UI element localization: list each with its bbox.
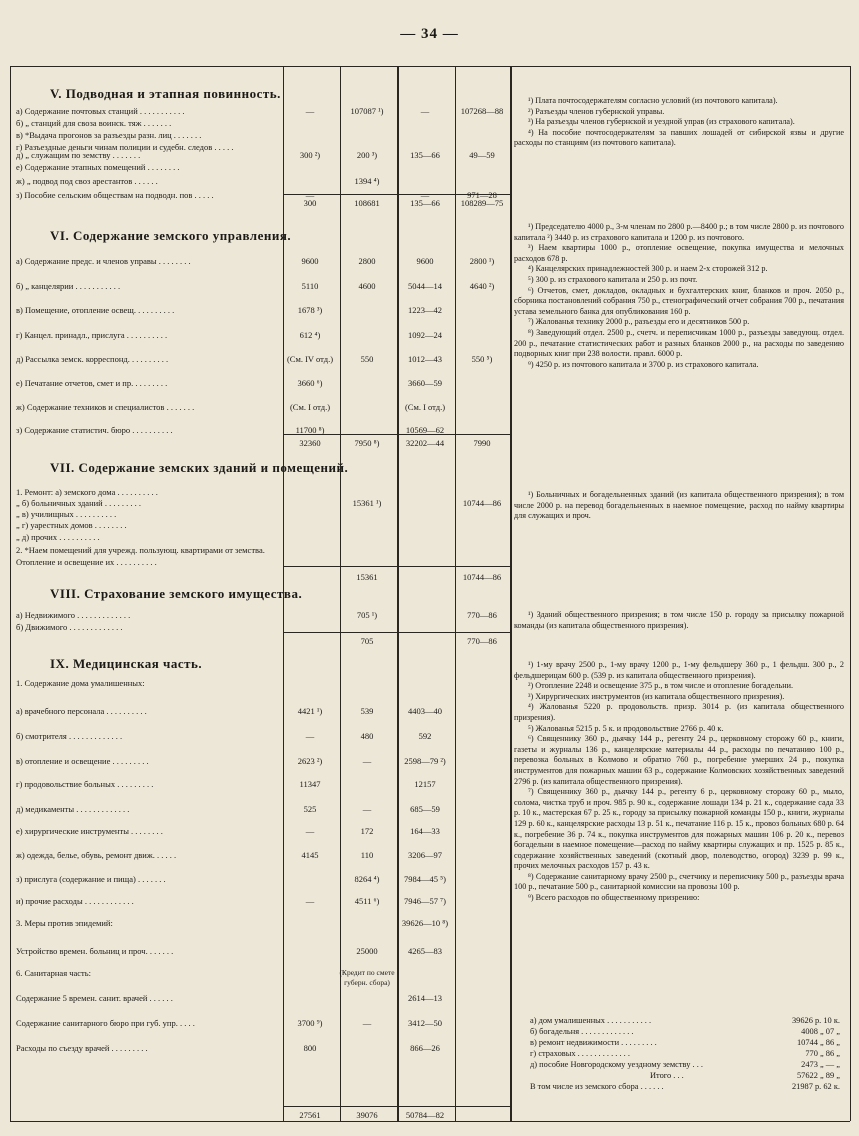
table-cell: 4145 — [301, 850, 319, 860]
summary-label: д) пособие Новгородскому уездному земству . . . — [530, 1060, 703, 1069]
table-row-label: г) продовольствие больных . . . . . . . . . — [16, 779, 154, 789]
table-cell: 7946—57 ⁷) — [404, 896, 446, 906]
subtotal-rule — [283, 632, 510, 633]
footnote: ⁵) Жалованья 5215 р. 5 к. и продовольствие 2766 р. 40 к. — [528, 723, 724, 733]
footnote: ²) Отопление 2248 и освещение 375 р., в том числе и отопление богадельни. — [528, 681, 794, 691]
table-cell: 5044—14 — [408, 281, 442, 291]
footnote: ²) Разъезды членов губернской управы. — [528, 106, 665, 116]
column-rule — [397, 66, 399, 1121]
table-cell: 10569—62 — [405, 425, 445, 435]
table-cell: 4640 ²) — [469, 281, 495, 291]
summary-value: 39626 р. 10 к. — [791, 1016, 840, 1025]
table-cell: (См. I отд.) — [289, 402, 331, 412]
table-border-right — [850, 66, 851, 1121]
table-cell: 2614—13 — [408, 993, 442, 1003]
table-cell: 971—28 — [467, 190, 497, 200]
column-rule — [455, 66, 456, 1121]
section-total: 39076 — [356, 1110, 378, 1120]
footnote: ⁵) 300 р. из страхового капитала и 250 р. из почт. — [528, 274, 698, 284]
table-cell: 4421 ¹) — [297, 706, 323, 716]
subtotal-rule — [283, 434, 510, 435]
table-cell: 539 — [360, 706, 374, 716]
table-cell: (Кредит по смете губерн. сбора) — [339, 968, 395, 987]
table-cell: — — [305, 896, 315, 906]
table-cell: 866—26 — [410, 1043, 440, 1053]
table-cell: — — [420, 190, 430, 200]
table-cell: 3206—97 — [408, 850, 442, 860]
table-cell: 39626—10 ⁸) — [401, 918, 449, 928]
table-cell: 1012—43 — [408, 354, 442, 364]
table-row-label: „ г) уарестных домов . . . . . . . . — [16, 520, 127, 530]
table-cell: 3700 ⁹) — [297, 1018, 323, 1028]
table-row-label: е) Печатание отчетов, смет и пр. . . . . . . . . — [16, 378, 168, 388]
footnotes — [514, 660, 844, 904]
section-title: V. Подводная и этапная повинность. — [50, 86, 281, 101]
section-total: 32360 — [299, 438, 321, 448]
table-border-left — [10, 66, 11, 1121]
table-row-label: з) Пособие сельским обществам на подводн. пов . . . . . — [16, 190, 214, 200]
footnote: ⁸) Заведующий отдел. 2500 р., счетч. и переписчикам 1000 р., разъезды заведующ. отдел. 200 р., печатание статистических работ и разных бланков 2000 р., на расходы по заведению подворных книг при 238 волости. правл. 6000 р. — [514, 327, 844, 359]
footnote: ⁸) Содержание санитарному врачу 2500 р., счетчику и переписчику 500 р., разъезды врача 100 р., печатание 500 р., санитарной комиссии на провозы 100 р. — [514, 871, 844, 892]
table-cell: 3412—50 — [408, 1018, 442, 1028]
section-total: 108289—75 — [460, 198, 504, 208]
table-row-label: 3. Меры против эпидемий: — [16, 918, 113, 928]
table-cell: 200 ³) — [356, 150, 378, 160]
summary-value: 2473 „ — „ — [801, 1060, 840, 1069]
summary-label: г) страховых . . . . . . . . . . . . . — [530, 1049, 630, 1058]
table-cell: 110 — [360, 850, 374, 860]
table-cell: 685—59 — [410, 804, 440, 814]
table-cell: 2800 ¹) — [469, 256, 495, 266]
table-cell: 9600 — [416, 256, 434, 266]
table-cell: 11700 ⁸) — [295, 425, 325, 435]
footnote: ³) Наем квартиры 1000 р., отопление освещение, покупка имущества и мелочных расходов 678 р. — [514, 243, 844, 263]
table-cell: 592 — [418, 731, 432, 741]
table-row-label: 1. Ремонт: а) земского дома . . . . . . . . . . — [16, 487, 158, 497]
table-row-label: е) хирургические инструменты . . . . . . . . — [16, 826, 163, 836]
section-total: 7950 ⁸) — [354, 438, 380, 448]
table-cell: 8264 ⁴) — [354, 874, 380, 884]
table-cell: — — [362, 756, 372, 766]
table-cell: — — [305, 826, 315, 836]
table-cell: 164—33 — [410, 826, 440, 836]
section-total: 705 — [360, 636, 374, 646]
table-row-label: а) Содержание предс. и членов управы . . . . . . . . — [16, 256, 191, 266]
footnote: ⁶) Отчетов, смет, докладов, окладных и бухгалтерских книг, бланков и проч. 2050 р., сборника постановлений собрания 750 р., стенографический отчет собрания 700 р., печатания устава земельного банка для опубликования 160 р. — [514, 285, 844, 316]
table-cell: 3660—59 — [408, 378, 442, 388]
table-cell: 1223—42 — [408, 305, 442, 315]
table-cell: 15361 ¹) — [352, 498, 382, 508]
table-row-label: б) „ станций для своза воинск. тяж . . . . . . . — [16, 118, 172, 128]
table-cell: 2598—79 ²) — [404, 756, 446, 766]
table-cell: 107087 ¹) — [350, 106, 384, 116]
table-cell: 3660 ⁶) — [297, 378, 323, 388]
table-cell: — — [305, 106, 315, 116]
table-row-label: а) врачебного персонала . . . . . . . . . . — [16, 706, 147, 716]
table-cell: — — [362, 804, 372, 814]
table-row-label: г) Разъездные деньги чинам полиции и судебн. следов . . . . . — [16, 142, 234, 152]
table-row-label: г) Канцел. принадл., прислуга . . . . . . . . . . — [16, 330, 168, 340]
table-cell: 550 — [360, 354, 374, 364]
section-title: VII. Содержание земских зданий и помещений. — [50, 460, 349, 475]
section-total: 32202—44 — [405, 438, 445, 448]
footnotes — [514, 96, 844, 149]
table-cell: 770—86 — [467, 610, 497, 620]
section-title: VIII. Страхование земского имущества. — [50, 586, 303, 601]
summary-row — [530, 1059, 840, 1070]
footnotes — [514, 222, 844, 370]
table-cell: 1394 ⁴) — [354, 176, 380, 186]
table-cell: 2623 ²) — [297, 756, 323, 766]
subtotal-rule — [283, 566, 510, 567]
table-cell: 49—59 — [469, 150, 495, 160]
footnote: ¹) Больничных и богадельненных зданий (из капитала общественного призрения); в том числе 2000 р. на перевод богадельненных в наемное помещение, расход по найму квартиры для служащих и проч. — [514, 490, 844, 521]
table-row-label: в) *Выдача прогонов за разъезды разн. лиц . . . . . . . — [16, 130, 202, 140]
footnote: ⁷) Священнику 360 р., дьячку 144 р., регенту 6 р., церковному сторожу 60 р., мыло, солома, чистка труб и проч. 985 р. 90 к., содержание лошади 134 р. 21 к., содержание сада 33 р. 10 к., мастерская 67 р. 25 к., городу за присылку пожарной команды 150 р., книги, журналы 129 р. 60 к., канцелярские расходы 13 р. 51 к., печатание 116 р. 15 к., провоз больных 680 р. 64 к., погребение 36 р. 74 к., покупка инструментов для пожарных машин 106 р. 20 к., перевоз богадельни в наемное помещение—расход по найму квартиры служащих и пр. 1525 р. 85 к., содержание хозяйственных заведений (скотный двор, полеводство, огород) 3239 р. 99 к., прочих мелочных расходов 157 р. 43 к. — [514, 787, 844, 871]
table-row-label: б) смотрителя . . . . . . . . . . . . . — [16, 731, 123, 741]
table-row-label: е) Содержание этапных помещений . . . . . . . . — [16, 162, 180, 172]
footnote: ³) На разъезды членов губернской и уездной управ (из страхового капитала). — [528, 117, 795, 127]
footnotes — [514, 610, 844, 631]
table-row-label: д) „ служащим по земству . . . . . . . — [16, 150, 141, 160]
table-row-label: 6. Санитарная часть: — [16, 968, 92, 978]
footnote: ³) Хирургических инструментов (из капитала общественного призрения). — [528, 691, 785, 701]
table-cell: 1678 ³) — [297, 305, 323, 315]
table-row-label: ж) Содержание техников и специалистов . . . . . . . — [16, 402, 195, 412]
table-row-label: 2. *Наем помещений для учрежд. пользующ. квартирами от земства. — [16, 545, 265, 555]
table-cell: 135—66 — [410, 150, 440, 160]
footnote: ⁹) Всего расходов по общественному призрению: — [528, 893, 700, 903]
table-cell: 300 ²) — [299, 150, 321, 160]
footnote: ¹) Зданий общественного призрения; в том числе 150 р. городу за присылку пожарной команды (из капитала общественного призрения). — [514, 610, 844, 630]
section-title: IX. Медицинская часть. — [50, 656, 203, 671]
summary-value: 10744 „ 86 „ — [796, 1038, 840, 1047]
page-number: — 34 — — [400, 26, 459, 42]
summary-table — [530, 1015, 840, 1092]
table-row-label: Содержание санитарного бюро при губ. упр. . . . . — [16, 1018, 195, 1028]
table-row-label: 1. Содержание дома умалишенных: — [16, 678, 145, 688]
table-row-label: Содержание 5 времен. санит. врачей . . . . . . — [16, 993, 173, 1003]
table-row-label: д) Рассылка земск. корреспонд. . . . . . . . . . — [16, 354, 169, 364]
footnote: ⁴) Канцелярских принадлежностей 300 р. и наем 2-х сторожей 312 р. — [528, 264, 768, 274]
summary-row — [530, 1015, 840, 1026]
summary-label: а) дом умалишенных . . . . . . . . . . . — [530, 1016, 652, 1025]
footnotes — [514, 490, 844, 522]
section-total: 50784—82 — [405, 1110, 445, 1120]
table-cell: 9600 — [301, 256, 319, 266]
summary-label: б) богадельня . . . . . . . . . . . . . — [530, 1027, 634, 1036]
table-row-label: б) „ канцелярии . . . . . . . . . . . — [16, 281, 121, 291]
top-rule — [10, 66, 850, 67]
table-cell: 1092—24 — [408, 330, 442, 340]
summary-label: В том числе из земского сбора . . . . . . — [530, 1082, 664, 1091]
summary-value: 57622 „ 89 „ — [796, 1071, 840, 1080]
table-cell: 10744—86 — [462, 498, 502, 508]
table-row-label: а) Недвижимого . . . . . . . . . . . . . — [16, 610, 131, 620]
section-total: 15361 — [356, 572, 378, 582]
table-cell: 705 ¹) — [356, 610, 378, 620]
summary-value: 21987 р. 62 к. — [791, 1082, 840, 1091]
footnote: ⁴) Жалованья 5220 р. продовольств. призр. 3014 р. (из капитала общественного призрения). — [514, 702, 844, 722]
table-row-label: Устройство времен. больниц и проч. . . . . . . — [16, 946, 174, 956]
footnote: ¹) Плата почтосодержателям согласно условий (из почтового капитала). — [528, 96, 778, 105]
column-rule — [510, 66, 512, 1121]
summary-row — [530, 1026, 840, 1037]
summary-label: Итого . . . — [650, 1071, 684, 1080]
table-row-label: в) Помещение, отопление освещ. . . . . . . . . . — [16, 305, 175, 315]
table-cell: 612 ⁴) — [299, 330, 321, 340]
footnote: ¹) 1-му врачу 2500 р., 1-му врачу 1200 р., 1-му фельдшеру 360 р., 1 фельдш. 300 р., 2 фельдшерицам 600 р. (539 р. из капитала общественного призрения). — [514, 660, 844, 680]
summary-row — [530, 1037, 840, 1048]
table-cell: 107268—88 — [460, 106, 504, 116]
table-cell: (См. IV отд.) — [286, 354, 334, 364]
section-title: VI. Содержание земского управления. — [50, 228, 292, 243]
summary-row — [530, 1070, 840, 1081]
table-row-label: ж) одежда, белье, обувь, ремонт движ. . . . . . — [16, 850, 177, 860]
footnote: ⁹) 4250 р. из почтового капитала и 3700 р. из страхового капитала. — [528, 359, 759, 369]
table-cell: 550 ⁵) — [471, 354, 493, 364]
table-cell: 4511 ⁶) — [354, 896, 380, 906]
table-row-label: „ в) училищных . . . . . . . . . . — [16, 509, 117, 519]
footnote: ⁶) Священнику 360 р., дьячку 144 р., регенту 24 р., церковному сторожу 60 р., книги, газеты и журналы 136 р., канцелярские материалы 44 р., расходы по печатанию 100 р., перевозка больных в Колмово и обратно 760 р., погребение умерших 24 р., покупка инструментов для пожарных машин 63 р., содержание Колмовских хозяйственных заведений 2796 р. (из капитала общественного призрения). — [514, 734, 844, 786]
table-cell: 5110 — [301, 281, 319, 291]
table-cell: 525 — [303, 804, 317, 814]
table-row-label: „ б) больничных зданий . . . . . . . . . — [16, 498, 141, 508]
bottom-rule — [10, 1121, 850, 1122]
table-row-label: а) Содержание почтовых станций . . . . . . . . . . . — [16, 106, 185, 116]
table-cell: 2800 — [358, 256, 376, 266]
section-total: 770—86 — [467, 636, 497, 646]
summary-row — [530, 1081, 840, 1092]
table-row-label: Расходы по съезду врачей . . . . . . . . . — [16, 1043, 148, 1053]
table-row-label: и) прочие расходы . . . . . . . . . . . . — [16, 896, 134, 906]
table-row-label: в) отопление и освещение . . . . . . . . . — [16, 756, 149, 766]
subtotal-rule — [283, 1106, 510, 1107]
table-cell: 800 — [303, 1043, 317, 1053]
table-cell: 480 — [360, 731, 374, 741]
table-cell: 25000 — [356, 946, 378, 956]
table-cell: — — [305, 731, 315, 741]
subtotal-rule — [283, 194, 510, 195]
table-cell: 4403—40 — [408, 706, 442, 716]
table-cell: 12157 — [414, 779, 436, 789]
table-row-label: „ д) прочих . . . . . . . . . . — [16, 532, 100, 542]
table-cell: 4600 — [358, 281, 376, 291]
section-total: 10744—86 — [462, 572, 502, 582]
section-total: 300 — [303, 198, 317, 208]
summary-row — [530, 1048, 840, 1059]
section-total: 27561 — [299, 1110, 321, 1120]
table-cell: — — [362, 1018, 372, 1028]
table-cell: 4265—83 — [408, 946, 442, 956]
table-row-label: з) Содержание статистич. бюро . . . . . . . . . . — [16, 425, 173, 435]
table-cell: — — [305, 190, 315, 200]
table-cell: 11347 — [299, 779, 321, 789]
section-total: 135—66 — [410, 198, 440, 208]
table-cell: 172 — [360, 826, 374, 836]
table-cell: — — [420, 106, 430, 116]
table-cell: 7984—45 ⁵) — [404, 874, 446, 884]
section-total: 7990 — [473, 438, 491, 448]
table-row-label: д) медикаменты . . . . . . . . . . . . . — [16, 804, 130, 814]
table-row-label: з) прислуга (содержание и пища) . . . . . . . — [16, 874, 166, 884]
footnote: ¹) Председателю 4000 р., 3-м членам по 2800 р.—8400 р.; в том числе 2800 р. из почтового капитала ²) 3440 р. из страхового капитала и 1200 р. из почтового. — [514, 222, 844, 242]
column-rule — [340, 66, 341, 1121]
summary-value: 770 „ 86 „ — [805, 1049, 840, 1058]
summary-value: 4008 „ 07 „ — [801, 1027, 840, 1036]
footnote: ⁴) На пособие почтосодержателям за павших лошадей от сибирской язвы и другие расходы по станциям (из почтового капитала). — [514, 127, 844, 148]
summary-label: в) ремонт недвижимости . . . . . . . . . — [530, 1038, 657, 1047]
section-total: 108681 — [354, 198, 380, 208]
footnote: ⁷) Жалованья технику 2000 р., разъезды его и десятников 500 р. — [528, 317, 750, 327]
table-row-label: ж) „ подвод под своз арестантов . . . . . . — [16, 176, 158, 186]
table-row-label: б) Движимого . . . . . . . . . . . . . — [16, 622, 123, 632]
table-cell: (См. I отд.) — [404, 402, 446, 412]
table-row-label: Отопление и освещение их . . . . . . . . . . — [16, 557, 157, 567]
